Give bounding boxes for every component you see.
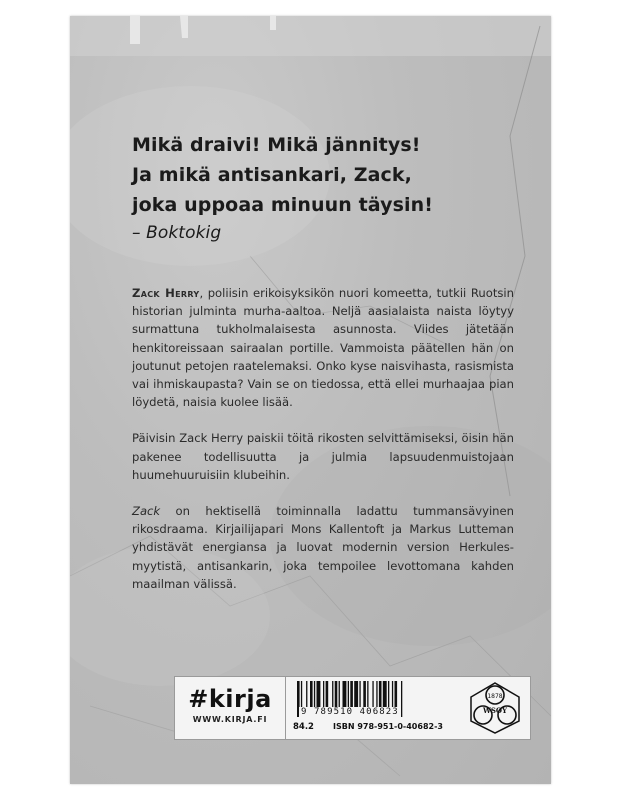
book-back-cover [70,16,551,784]
description-paragraph [132,502,514,593]
blurb-quote [132,130,532,246]
barcode-panel [174,676,531,740]
kirja-url: WWW.KIRJA.FI [192,715,268,724]
kirja-logo-text: #kirja [188,685,272,713]
quote-line: Mikä draivi! Mikä jännitys! [132,134,421,156]
isbn-number: ISBN 978-951-0-40682-3 [333,722,443,731]
publisher-year: 1878 [487,693,503,700]
kirja-logo [175,677,286,739]
barcode-digits: 9 789510 406823 [301,707,399,717]
protagonist-name: Zack Herry [132,286,200,300]
publisher-logo-icon [467,681,523,735]
quote-line: joka uppoaa minuun täysin! [132,194,434,216]
barcode-bar [401,681,402,717]
book-title-inline: Zack [132,504,161,519]
description-text: on hektisellä toiminnalla ladattu tummansävyinen rikosdraama. Kirjailijapari Mons Kallentoft ja Markus Lutteman yhdistävät energiansa ja luovat modernin version Herkules-myytistä, antisankarin, joka tempoilee levottomana kahden maailman välissä. [132,504,514,591]
quote-line: Ja mikä antisankari, Zack, [132,164,412,186]
barcode [293,679,463,737]
description-text: , poliisin erikoisyksikön nuori komeetta, tutkii Ruotsin historian julminta murha-aaltoa. Neljä aasialaista naista löytyy surmattuna tukholmalaisesta asunnosta. Viides jätetään henkitoreissaan sairaalan portille. Vammoista päätellen hän on joutunut petojen raatelemaksi. Onko kyse naisvihasta, rasismista vai ihmiskaupasta? Vain se on tiedossa, että ellei murhaajaa pian löydetä, naisia kuolee lisää. [132,286,514,410]
quote-source: – Boktokig [132,223,222,243]
price-code: 84.2 [293,722,314,732]
book-description [132,284,514,611]
description-paragraph: Päivisin Zack Herry paiskii töitä rikosten selvittämiseksi, öisin hän pakenee todellisuutta ja julmia lapsuudenmuistojaan huumehuuruisiin klubeihin. [132,431,514,482]
publisher-initials: WSOY [482,706,508,715]
description-paragraph [132,284,514,411]
